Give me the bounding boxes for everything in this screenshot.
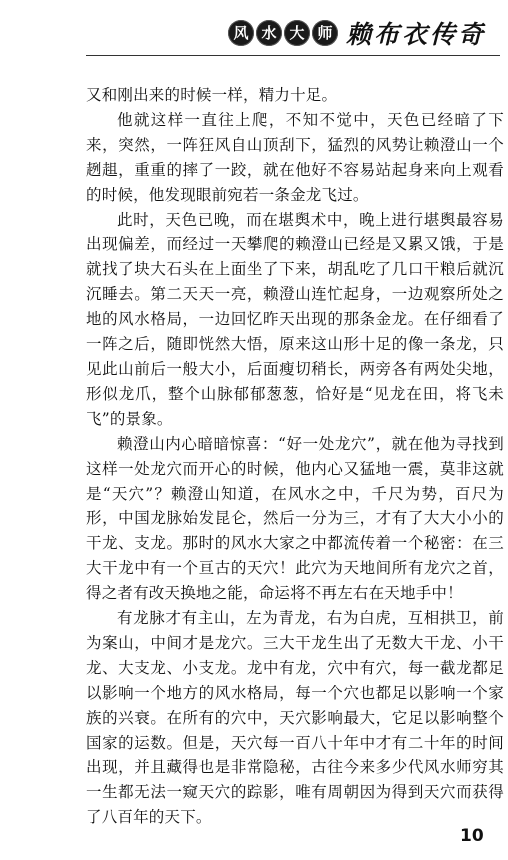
paragraph: 他就这样一直往上爬，不知不觉中，天色已经暗了下来，突然，一阵狂风自山顶刮下，猛烈的风势让赖澄山一个趔趄，重重的摔了一跤，就在他好不容易站起身来向上观看的时候，他发现眼前宛若一条金龙飞过。 — [86, 110, 504, 204]
body-text — [86, 83, 504, 830]
header-rule — [86, 55, 500, 56]
seal-char: 水 — [256, 20, 282, 46]
seal-char: 师 — [312, 20, 338, 46]
page-number: 10 — [460, 826, 484, 846]
series-seal-logo — [228, 20, 338, 46]
paragraph: 赖澄山内心暗暗惊喜：“好一处龙穴”，就在他为寻找到这样一处龙穴而开心的时候，他内心又猛地一震，莫非这就是“天穴”？赖澄山知道，在风水之中，千尺为势，百尺为形，中国龙脉始发昆仑，然后一分为三，才有了大大小小的干龙、支龙。那时的风水大家之中都流传着一个秘密：在三大干龙中有一个亘古的天穴！此穴为天地间所有龙穴之首，得之者有改天换地之能，命运将不再左右在天地手中！ — [86, 434, 504, 603]
book-title: 赖布衣传奇 — [345, 20, 486, 49]
paragraph: 有龙脉才有主山，左为青龙，右为白虎，互相拱卫，前为案山，中间才是龙穴。三大干龙生出了无数大干龙、小干龙、大支龙、小支龙。龙中有龙，穴中有穴，每一截龙都足以影响一个地方的风水格局，每一个穴也都足以影响一个家族的兴衰。在所有的穴中，天穴影响最大，它足以影响整个国家的运数。但是，天穴每一百八十年中才有二十年的时间出现，并且藏得也是非常隐秘，古往今来多少代风水师穷其一生都无法一窥天穴的踪影，唯有周朝因为得到天穴而获得了八百年的天下。 — [86, 609, 504, 827]
running-header — [0, 0, 508, 70]
series-title — [228, 18, 486, 48]
paragraph: 此时，天色已晚，而在堪舆术中，晚上进行堪舆最容易出现偏差，而经过一天攀爬的赖澄山已经是又累又饿，于是就找了块大石头在上面坐了下来，胡乱吃了几口干粮后就沉沉睡去。第二天天一亮，赖澄山连忙起身，一边观察所处之地的风水格局，一边回忆昨天出现的那条金龙。在仔细看了一阵之后，随即恍然大悟，原来这山形十足的像一条龙，只见此山前后一般大小，后面瘦切稍长，两旁各有两处尖地，形似龙爪，整个山脉郁郁葱葱，恰好是“见龙在田，将飞未飞”的景象。 — [86, 210, 504, 428]
seal-char: 大 — [284, 20, 310, 46]
seal-char: 风 — [228, 20, 254, 46]
paragraph: 又和刚出来的时候一样，精力十足。 — [86, 86, 338, 104]
